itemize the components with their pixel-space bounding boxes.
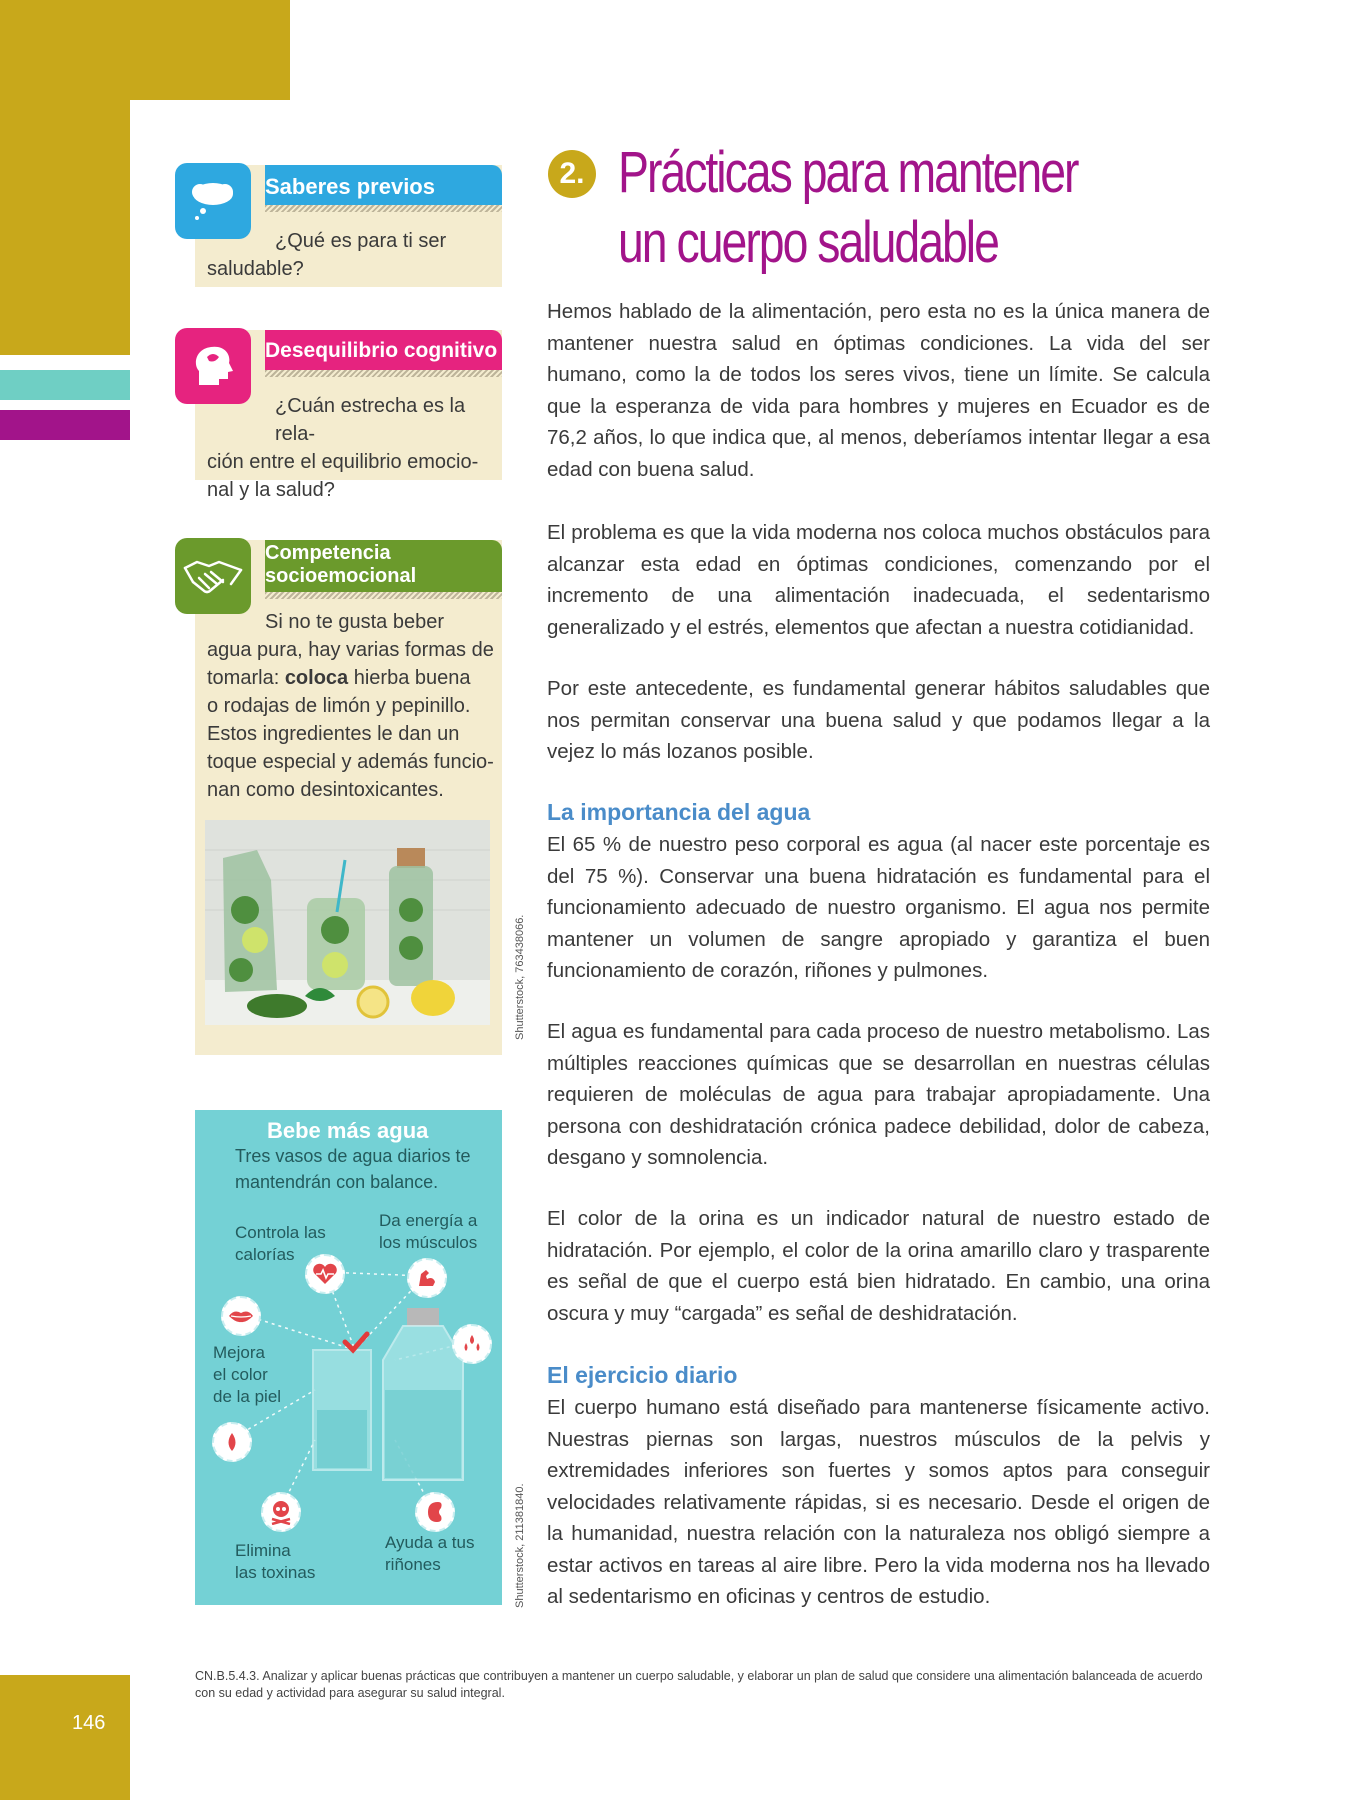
label-line: calorías — [235, 1245, 295, 1264]
label-line: las toxinas — [235, 1563, 316, 1582]
photo-credit: Shutterstock, 763438066. — [514, 914, 526, 1040]
competencia-text-part: tomarla: — [207, 667, 285, 689]
paragraph-agua-1: El 65 % de nuestro peso corporal es agua (al nacer este porcentaje es del 75 %). Conservar una buena hidratación es fundamental para el funcionamiento adecuado de nuestro organismo. El agua nos permite mantener un volumen de sangre apropiado y garantiza el buen funcionamiento de corazón, riñones y pulmones. — [547, 833, 1210, 982]
paragraph-ejercicio: El cuerpo humano está diseñado para mantenerse físicamente activo. Nuestras piernas son largas, nuestros músculos de la pelvis y extremidades inferiores son fuertes y somos aptos para conseguir velocidades relativamente rápidas, si es necesario. Desde el origen de la humanidad, nuestra relación con la naturaleza nos obligó siempre a estar activos en tareas al aire libre. Pero la vida moderna nos ha llevado al sedentarismo en oficinas y centros de estudio. — [547, 1396, 1210, 1608]
label-rinones — [385, 1532, 474, 1576]
desequilibrio-box — [195, 330, 502, 501]
infographic-subtitle-line1: Tres vasos de agua diarios te — [235, 1146, 471, 1166]
competencia-title-line2: socioemocional — [265, 565, 417, 587]
page-title — [618, 138, 1130, 278]
toxin-skull-icon — [261, 1492, 301, 1532]
question-line: ción entre el equilibrio emocio- — [207, 451, 479, 473]
drops-icon — [452, 1324, 492, 1364]
competencia-line — [207, 664, 501, 692]
competencia-header — [265, 540, 502, 592]
competencia-text-part: hierba buena — [348, 667, 471, 689]
desequilibrio-header — [265, 330, 502, 370]
handshake-icon — [175, 538, 251, 614]
saberes-previos-title: Saberes previos — [265, 174, 435, 199]
label-piel — [213, 1342, 281, 1408]
header-hatch — [265, 205, 502, 212]
question-line: ¿Qué es para ti ser — [275, 230, 447, 252]
lips-icon — [221, 1296, 261, 1336]
label-line: Mejora — [213, 1343, 265, 1362]
competencia-line: nan como desintoxicantes. — [207, 779, 444, 801]
magenta-stripe — [0, 410, 130, 440]
competencia-line: o rodajas de limón y pepinillo. — [207, 695, 471, 717]
infused-water-photo — [205, 820, 490, 1025]
competencia-line: toque especial y además funcio- — [207, 751, 494, 773]
label-line: Da energía a — [379, 1211, 478, 1230]
competencia-bold-word: coloca — [284, 667, 349, 689]
competencia-line: Estos ingredientes le dan un — [207, 723, 460, 745]
label-toxinas — [235, 1540, 315, 1584]
kidney-icon — [415, 1492, 455, 1532]
label-line: los músculos — [379, 1233, 478, 1252]
gold-corner-band — [0, 0, 290, 100]
competencia-line: agua pura, hay varias formas de — [207, 639, 494, 661]
bebe-mas-agua-infographic — [195, 1110, 502, 1605]
paragraph-intro: Hemos hablado de la alimentación, pero esta no es la única manera de mantener nuestra salud en óptimas condiciones. La vida del ser humano, como la de todos los seres vivos, tiene un límite. Se calcula que la esperanza de vida para hombres y mujeres en Ecuador es de 76,2 años, lo que indica que, al menos, deberíamos intentar llegar a esa edad con buena salud. — [547, 300, 1210, 481]
question-line: nal y la salud? — [207, 479, 335, 501]
heading-ejercicio-diario: El ejercicio diario — [547, 1362, 738, 1388]
infographic-subtitle-line2: mantendrán con balance. — [235, 1172, 439, 1192]
infographic-credit: Shutterstock, 211381840. — [514, 1483, 526, 1608]
desequilibrio-title: Desequilibrio cognitivo — [265, 339, 498, 362]
saberes-previos-box — [195, 165, 502, 287]
competencia-line: Si no te gusta beber — [265, 611, 445, 633]
paragraph-agua-3: El color de la orina es un indicador natural de nuestro estado de hidratación. Por ejemplo, el color de la orina amarillo claro y trasparente es señal de que el cuerpo está bien hidratado. En cambio, una orina oscura y muy “cargada” es señal de deshidratación. — [547, 1207, 1210, 1325]
page-title-line1: Prácticas para mantener — [618, 140, 1078, 205]
gold-side-band — [0, 100, 130, 355]
page-number: 146 — [72, 1712, 106, 1734]
heading-importancia-agua: La importancia del agua — [547, 799, 811, 825]
question-line: saludable? — [207, 258, 304, 280]
label-line: riñones — [385, 1555, 441, 1574]
label-line: Controla las — [235, 1223, 326, 1242]
header-hatch — [265, 592, 502, 599]
competencia-title-line1: Competencia — [265, 542, 391, 564]
label-line: el color — [213, 1365, 268, 1384]
label-line: Ayuda a tus — [385, 1533, 475, 1552]
competencia-text — [207, 608, 501, 804]
saberes-previos-header — [265, 165, 502, 205]
paragraph-problem: El problema es que la vida moderna nos coloca muchos obstáculos para alcanzar esta edad en óptimas condiciones, comenzando por el incremento de una alimentación inadecuada, el sedentarismo generalizado y el estrés, elementos que afectan a nuestra cotidianidad. — [547, 521, 1210, 639]
label-energia — [379, 1210, 477, 1254]
infographic-title: Bebe más agua — [267, 1118, 429, 1143]
label-line: Elimina — [235, 1541, 291, 1560]
section-number-badge: 2. — [548, 150, 596, 198]
heartbeat-icon — [305, 1254, 345, 1294]
header-hatch — [265, 370, 502, 377]
label-line: de la piel — [213, 1387, 282, 1406]
blood-drop-icon — [212, 1422, 252, 1462]
question-line: ¿Cuán estrecha es la rela- — [275, 395, 466, 445]
teal-stripe — [0, 370, 130, 400]
saberes-previos-question — [207, 227, 497, 283]
paragraph-habits: Por este antecedente, es fundamental generar hábitos saludables que nos permitan conservar una buena salud y que podamos llegar a la vejez lo más lozanos posible. — [547, 677, 1210, 763]
muscle-arm-icon — [407, 1258, 447, 1298]
gold-footer-band — [0, 1675, 130, 1800]
paragraph-agua-2: El agua es fundamental para cada proceso de nuestro metabolismo. Las múltiples reacciones químicas que se desarrollan en nuestras células requieren de moléculas de agua para trabajar apropiadamente. Una persona con deshidratación crónica padece debilidad, dolor de cabeza, desgano y somnolencia. — [547, 1020, 1210, 1169]
desequilibrio-question — [207, 392, 499, 504]
page-title-line2: un cuerpo saludable — [618, 210, 998, 275]
curriculum-footnote: CN.B.5.4.3. Analizar y aplicar buenas prácticas que contribuyen a mantener un cuerpo saludable, y elaborar un plan de salud que considere una alimentación balanceada de acuerdo con su edad y actividad para asegurar su salud integral. — [195, 1669, 1203, 1700]
